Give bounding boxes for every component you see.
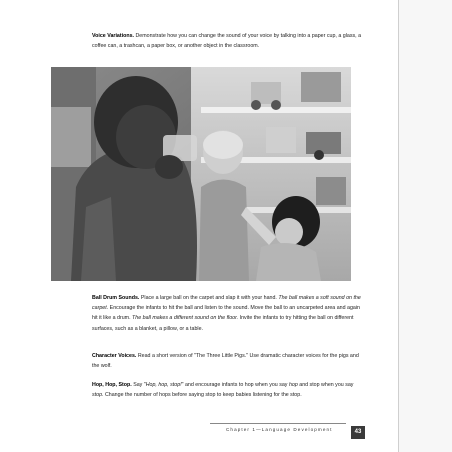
paragraph-hop-hop-stop	[92, 380, 362, 400]
page-margin-strip	[399, 0, 452, 452]
text-hop-2: " and encourage infants to hop when you say	[181, 382, 289, 388]
text-character-voices: Read a short version of "The Three Little Pigs." Use dramatic character voices for the pigs and the wolf.	[92, 353, 359, 370]
text-hop-italic-1: Hop, hop, stop!	[145, 382, 182, 388]
text-ball-drum-italic-2: The ball makes a different sound on the floor.	[132, 315, 239, 322]
footer-chapter-title: Chapter 1—Language Development	[226, 427, 333, 432]
text-ball-drum-italic-1: The ball makes a soft sound on the carpet.	[92, 295, 361, 312]
text-ball-drum-3: Invite the infants to try hitting the ball on different surfaces, such as a blanket, a pillow, or a table.	[92, 315, 354, 332]
paragraph-voice-variations	[92, 31, 362, 51]
footer-rule	[210, 423, 346, 424]
heading-hop-hop-stop: Hop, Hop, Stop.	[92, 382, 132, 388]
paragraph-ball-drum-sounds	[92, 293, 362, 334]
text-ball-drum-1: Place a large ball on the carpet and slap it with your hand.	[139, 295, 279, 301]
text-hop-italic-2: hop	[288, 382, 298, 388]
text-hop-4: . Change the number of hops before saying stop to keep babies listening for the stop.	[102, 392, 302, 399]
classroom-photo	[51, 67, 351, 281]
text-voice-variations: Demonstrate how you can change the sound of your voice by talking into a paper cup, a glass, a coffee can, a trashcan, a paper box, or another object in the classroom.	[92, 33, 362, 50]
text-hop-italic-3: stop	[92, 392, 103, 399]
paragraph-character-voices	[92, 351, 362, 371]
page-number: 43	[351, 426, 365, 439]
heading-voice-variations: Voice Variations.	[92, 33, 134, 39]
heading-character-voices: Character Voices.	[92, 353, 137, 359]
text-hop-3: and stop when you say	[297, 382, 354, 388]
text-ball-drum-2: Encourage the infants to hit the ball and listen to the sound. Move the ball to an uncarpeted area and again hit it like a drum.	[92, 305, 360, 322]
heading-ball-drum-sounds: Ball Drum Sounds.	[92, 295, 140, 301]
text-hop-1: Say "	[131, 382, 146, 388]
page-edge	[398, 0, 399, 452]
